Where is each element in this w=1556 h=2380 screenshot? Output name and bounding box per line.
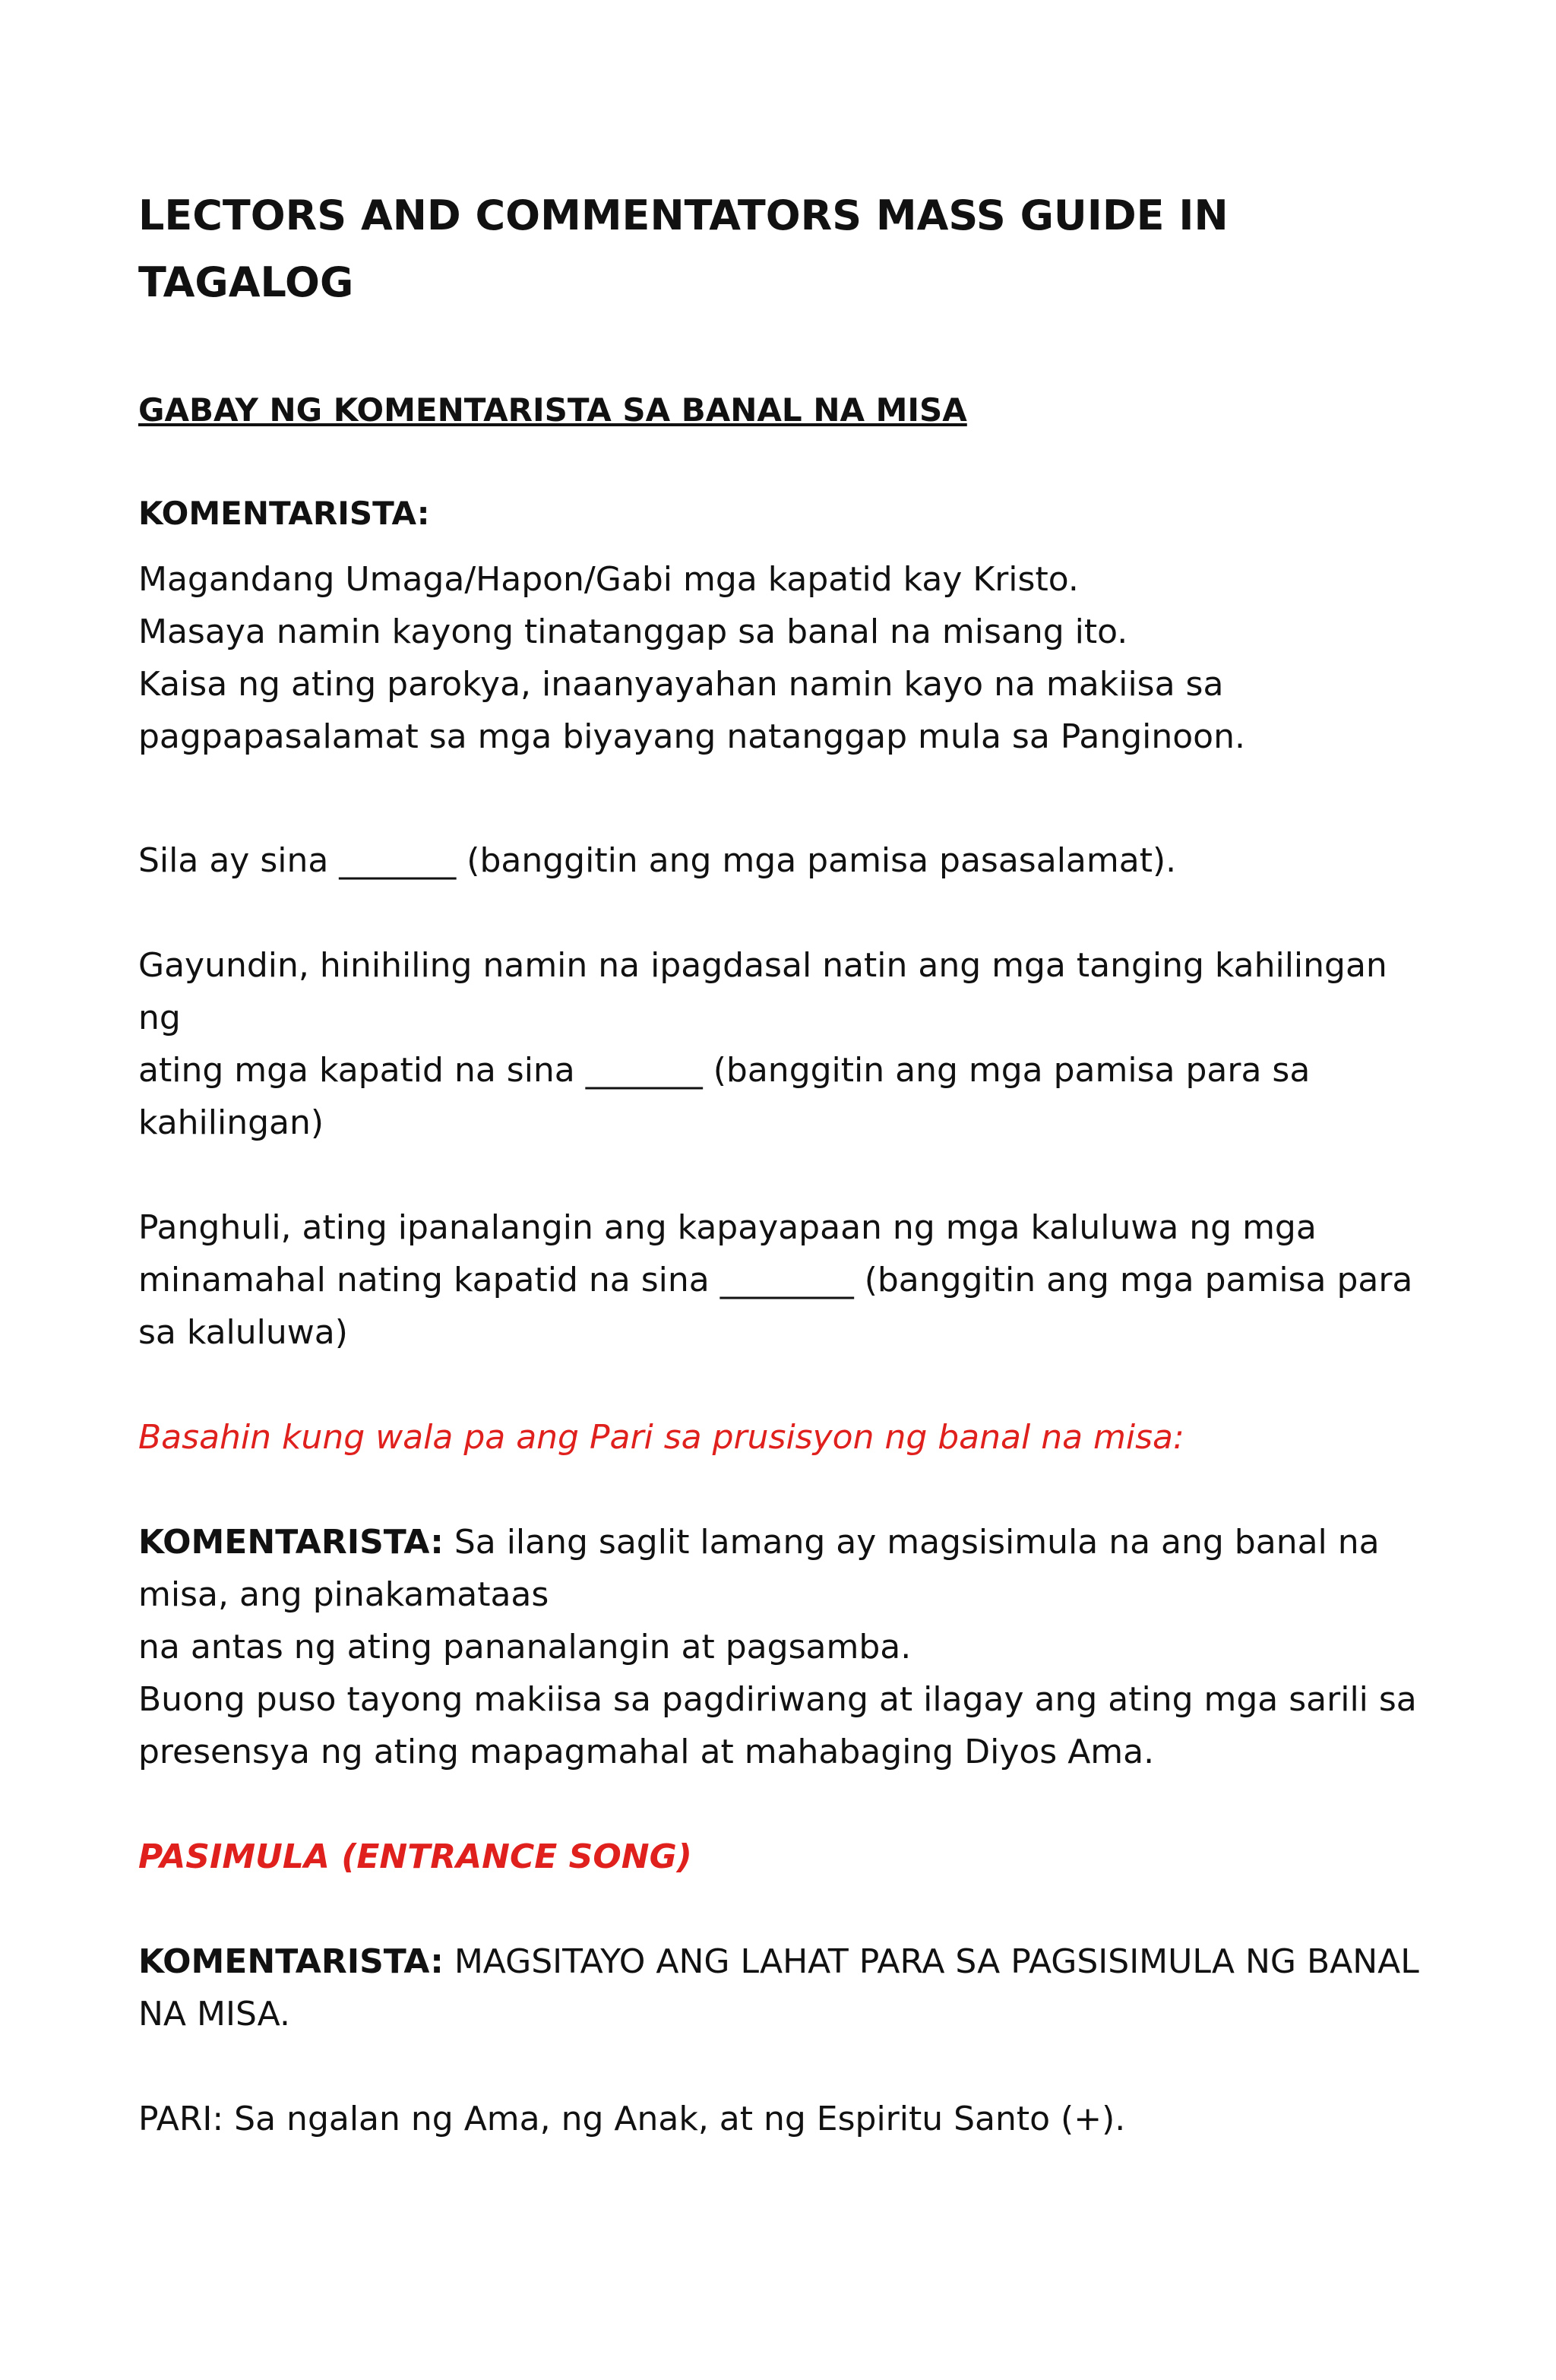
souls-line: Panghuli, ating ipanalangin ang kapayapaan ng mga kaluluwa ng mga <box>138 1208 1317 1247</box>
komentarista-stand-paragraph <box>138 1935 1430 2040</box>
komentarista-label: KOMENTARISTA: <box>138 1523 444 1562</box>
komentarista-opening-text: Sa ilang saglit lamang ay magsisimula na ang banal na <box>443 1523 1380 1562</box>
greeting-line: Kaisa ng ating parokya, inaanyayahan namin kayo na makiisa sa <box>138 665 1224 704</box>
petition-line: Gayundin, hinihiling namin na ipagdasal natin ang mga tanging kahilingan <box>138 946 1387 985</box>
komentarista-opening-paragraph <box>138 1516 1430 1778</box>
title-line-2: TAGALOG <box>138 258 354 306</box>
komentarista-opening-line: presensya ng ating mapagmahal at mahabaging Diyos Ama. <box>138 1733 1155 1771</box>
document-title <box>138 182 1430 316</box>
komentarista-stand-line-1 <box>138 1935 1430 1988</box>
petition-line: ng <box>138 999 181 1037</box>
komentarista-label: KOMENTARISTA: <box>138 495 430 532</box>
souls-paragraph <box>138 1201 1430 1359</box>
komentarista-stand-line: NA MISA. <box>138 1995 290 2033</box>
komentarista-opening-line-1 <box>138 1516 1430 1568</box>
greeting-line: Masaya namin kayong tinatanggap sa banal na misang ito. <box>138 612 1128 651</box>
petition-paragraph <box>138 939 1430 1149</box>
document-subtitle: GABAY NG KOMENTARISTA SA BANAL NA MISA <box>138 391 967 429</box>
petition-line: ating mga kapatid na sina _______ (banggitin ang mga pamisa para sa <box>138 1051 1311 1090</box>
greeting-line: pagpapasalamat sa mga biyayang natanggap mula sa Panginoon. <box>138 717 1245 756</box>
thanksgiving-paragraph: Sila ay sina _______ (banggitin ang mga pamisa pasasalamat). <box>138 841 1177 880</box>
komentarista-opening-line: misa, ang pinakamataas <box>138 1575 549 1614</box>
title-line-1: LECTORS AND COMMENTATORS MASS GUIDE IN <box>138 191 1229 239</box>
entrance-song-heading: PASIMULA (ENTRANCE SONG) <box>138 1837 692 1876</box>
pari-line: PARI: Sa ngalan ng Ama, ng Anak, at ng Espiritu Santo (+). <box>138 2100 1126 2138</box>
souls-line: sa kaluluwa) <box>138 1313 348 1352</box>
greeting-line: Magandang Umaga/Hapon/Gabi mga kapatid kay Kristo. <box>138 560 1079 599</box>
document-page <box>138 182 1430 2145</box>
greeting-paragraph <box>138 553 1430 763</box>
procession-instruction: Basahin kung wala pa ang Pari sa prusisyon ng banal na misa: <box>138 1418 1184 1457</box>
petition-line: kahilingan) <box>138 1103 324 1142</box>
souls-line: minamahal nating kapatid na sina ________ (banggitin ang mga pamisa para <box>138 1261 1413 1299</box>
komentarista-opening-line: na antas ng ating pananalangin at pagsamba. <box>138 1628 912 1666</box>
komentarista-stand-text: MAGSITAYO ANG LAHAT PARA SA PAGSISIMULA NG BANAL <box>443 1942 1419 1981</box>
komentarista-label: KOMENTARISTA: <box>138 1942 444 1981</box>
komentarista-opening-line: Buong puso tayong makiisa sa pagdiriwang at ilagay ang ating mga sarili sa <box>138 1680 1417 1719</box>
